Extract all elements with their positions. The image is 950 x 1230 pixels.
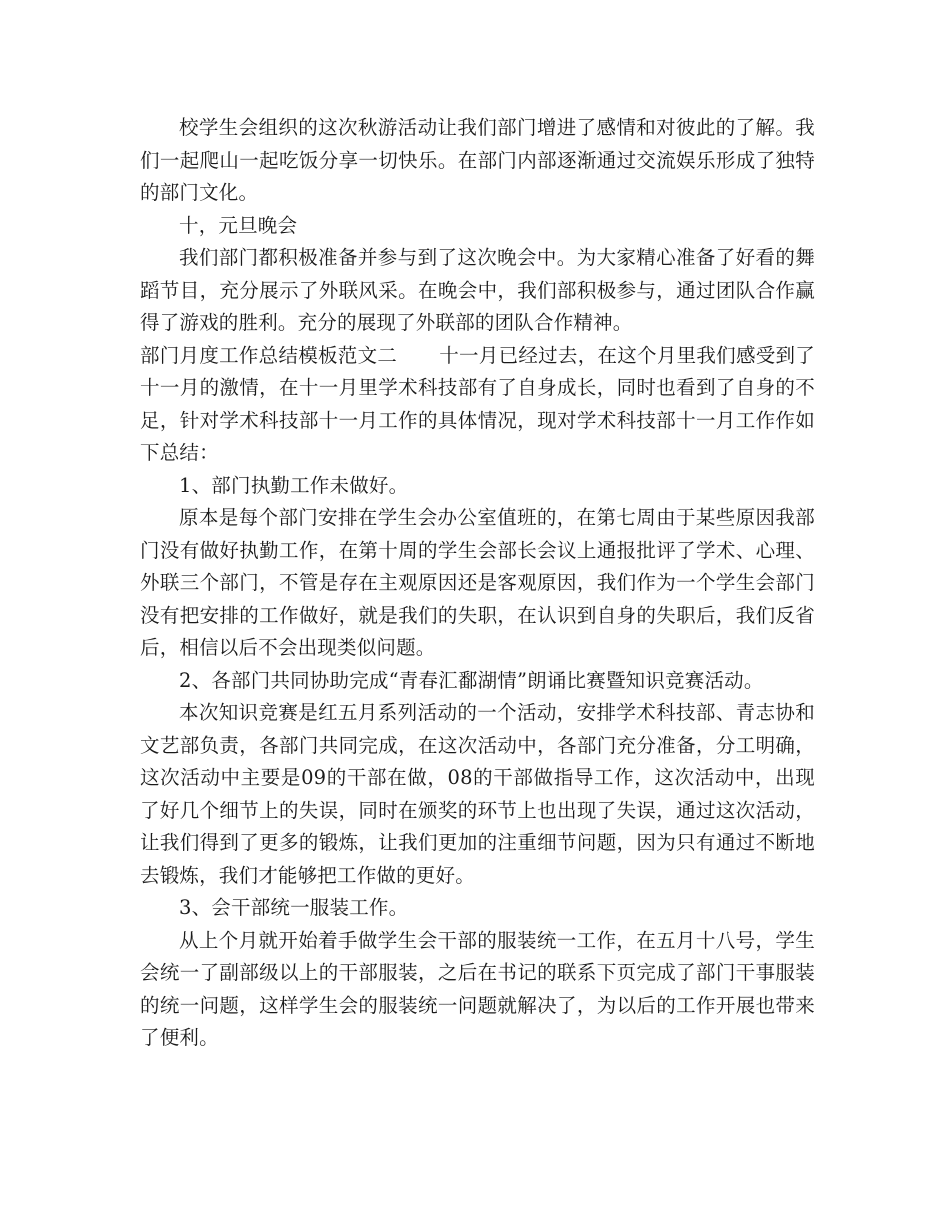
section-heading-uniform-work: 3、会干部统一服装工作。 (179, 896, 409, 919)
document-body (140, 112, 815, 1055)
section-heading-duty-work: 1、部门执勤工作未做好。 (179, 473, 409, 497)
paragraph-new-year-gala: 我们部门都积极准备并参与到了这次晚会中。为大家精心准备了好看的舞蹈节目，充分展示了外联风采。在晚会中，我们部积极参与，通过团队合作赢得了游戏的胜利。充分的展现了外联部的团队合作精神。 (140, 246, 815, 334)
template-title: 部门月度工作总结模板范文二 (140, 343, 398, 367)
paragraph-autumn-trip: 校学生会组织的这次秋游活动让我们部门增进了感情和对彼此的了解。我们一起爬山一起吃饭分享一切快乐。在部门内部逐渐通过交流娱乐形成了独特的部门文化。 (140, 116, 815, 204)
paragraph-recitation-contest: 本次知识竞赛是红五月系列活动的一个活动，安排学术科技部、青志协和文艺部负责，各部门共同完成，在这次活动中，各部门充分准备，分工明确，这次活动中主要是09的干部在做，08的干部做指导工作，这次活动中，出现了好几个细节上的失误，同时在颁奖的环节上也出现了失误，通过这次活动，让我们得到了更多的锻炼，让我们更加的注重细节问题，因为只有通过不断地去锻炼，我们才能够把工作做的更好。 (140, 701, 815, 887)
section-heading-new-year-gala: 十，元旦晚会 (179, 213, 298, 237)
template-intro-text: 十一月已经过去，在这个月里我们感受到了十一月的激情，在十一月里学术科技部有了自身成长，同时也看到了自身的不足，针对学术科技部十一月工作的具体情况，现对学术科技部十一月工作作如下总结： (140, 343, 815, 464)
paragraph-duty-work: 原本是每个部门安排在学生会办公室值班的，在第七周由于某些原因我部门没有做好执勤工作，在第十周的学生会部长会议上通报批评了学术、心理、外联三个部门，不管是存在主观原因还是客观原因，我们作为一个学生会部门没有把安排的工作做好，就是我们的失职，在认识到自身的失职后，我们反省后，相信以后不会出现类似问题。 (140, 506, 815, 659)
paragraph-uniform-work: 从上个月就开始着手做学生会干部的服装统一工作，在五月十八号，学生会统一了副部级以上的干部服装，之后在书记的联系下页完成了部门干事服装的统一问题，这样学生会的服装统一问题就解决了，为以后的工作开展也带来了便利。 (140, 928, 815, 1049)
section-heading-recitation-contest: 2、各部门共同协助完成“青春汇鄱湖情”朗诵比赛暨知识竞赛活动。 (179, 668, 764, 692)
paragraph-template-two-intro (140, 340, 815, 470)
